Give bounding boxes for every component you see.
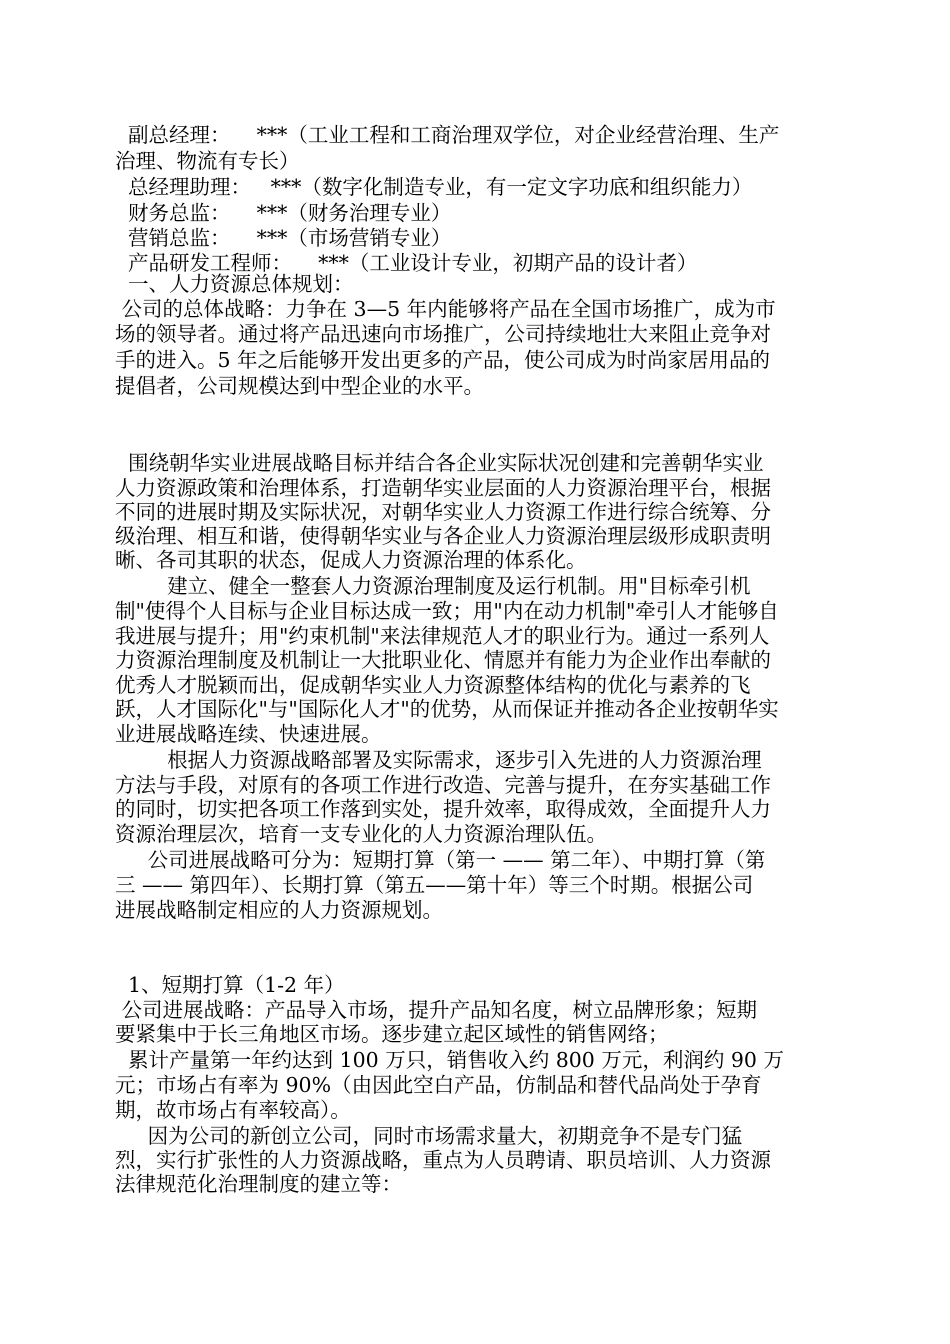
- text-line: 营销总监： ***（市场营销专业）: [115, 226, 452, 250]
- text-line: 财务总监： ***（财务治理专业）: [115, 201, 452, 225]
- text-line: 人力资源政策和治理体系，打造朝华实业层面的人力资源治理平台，根据: [115, 476, 771, 500]
- text-line: 因为公司的新创立公司，同时市场需求量大，初期竞争不是专门猛: [115, 1124, 743, 1148]
- text-line: 业进展战略连续、快速进展。: [115, 722, 382, 746]
- text-line: 场的领导者。通过将产品迅速向市场推广，公司持续地壮大来阻止竞争对: [115, 322, 771, 346]
- text-line: 三 —— 第四年）、长期打算（第五——第十年）等三个时期。根据公司: [115, 873, 754, 897]
- text-line: 建立、健全一整套人力资源治理制度及运行机制。用"目标牵引机: [115, 574, 751, 598]
- text-line: 晰、各司其职的状态，促成人力资源治理的体系化。: [115, 548, 587, 572]
- section-heading: 1、短期打算（1-2 年）: [115, 973, 345, 997]
- text-line: 治理、物流有专长）: [115, 149, 300, 173]
- section-heading: 一、人力资源总体规划：: [115, 272, 354, 296]
- text-line: 优秀人才脱颖而出，促成朝华实业人力资源整体结构的优化与素养的飞: [115, 673, 751, 697]
- text-line: 元；市场占有率为 90%（由因此空白产品，仿制品和替代品尚处于孕育: [115, 1073, 762, 1097]
- text-line: 产品研发工程师： ***（工业设计专业，初期产品的设计者）: [115, 251, 698, 275]
- text-line: 跃，人才国际化"与"国际化人才"的优势，从而保证并推动各企业按朝华实: [115, 697, 779, 721]
- text-line: 提倡者，公司规模达到中型企业的水平。: [115, 374, 484, 398]
- text-line: 烈，实行扩张性的人力资源战略，重点为人员聘请、职员培训、人力资源: [115, 1148, 771, 1172]
- text-line: 手的进入。5 年之后能够开发出更多的产品，使公司成为时尚家居用品的: [115, 348, 771, 372]
- text-line: 进展战略制定相应的人力资源规划。: [115, 898, 443, 922]
- text-line: 方法与手段，对原有的各项工作进行改造、完善与提升，在夯实基础工作: [115, 773, 771, 797]
- text-line: 公司进展战略：产品导入市场，提升产品知名度，树立品牌形象；短期: [115, 998, 758, 1022]
- text-line: 副总经理： ***（工业工程和工商治理双学位，对企业经营治理、生产: [115, 123, 780, 147]
- text-line: 公司的总体战略：力争在 3—5 年内能够将产品在全国市场推广，成为市: [115, 297, 776, 321]
- text-line: 公司进展战略可分为：短期打算（第一 —— 第二年）、中期打算（第: [115, 848, 766, 872]
- text-line: 级治理、相互和谐，使得朝华实业与各企业人力资源治理层级形成职责明: [115, 524, 771, 548]
- text-line: 总经理助理： ***（数字化制造专业，有一定文字功底和组织能力）: [115, 175, 753, 199]
- text-line: 制"使得个人目标与企业目标达成一致；用"内在动力机制"牵引人才能够自: [115, 599, 779, 623]
- text-line: 要紧集中于长三角地区市场。逐步建立起区域性的销售网络；: [115, 1022, 669, 1046]
- text-line: 围绕朝华实业进展战略目标并结合各企业实际状况创建和完善朝华实业: [115, 451, 764, 475]
- text-line: 资源治理层次，培育一支专业化的人力资源治理队伍。: [115, 822, 607, 846]
- text-line: 期，故市场占有率较高）。: [115, 1098, 351, 1122]
- text-line: 根据人力资源战略部署及实际需求，逐步引入先进的人力资源治理: [115, 748, 762, 772]
- text-line: 力资源治理制度及机制让一大批职业化、情愿并有能力为企业作出奉献的: [115, 648, 771, 672]
- text-line: 不同的进展时期及实际状况，对朝华实业人力资源工作进行综合统筹、分: [115, 500, 771, 524]
- text-line: 我进展与提升；用"约束机制"来法律规范人才的职业行为。通过一系列人: [115, 624, 770, 648]
- text-line: 的同时，切实把各项工作落到实处，提升效率，取得成效，全面提升人力: [115, 797, 771, 821]
- text-line: 累计产量第一年约达到 100 万只，销售收入约 800 万元，利润约 90 万: [115, 1048, 784, 1072]
- text-line: 法律规范化治理制度的建立等：: [115, 1172, 402, 1196]
